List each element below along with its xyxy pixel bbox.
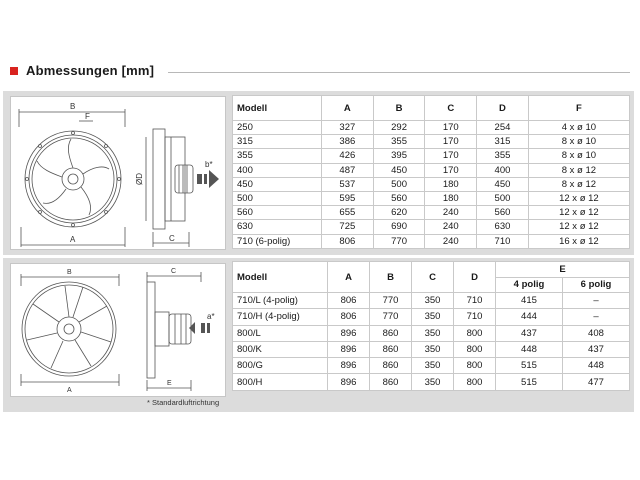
section-title: Abmessungen [mm] — [26, 63, 155, 78]
label-a2: A — [67, 387, 72, 394]
label-a: A — [70, 235, 76, 244]
col-modell: Modell — [233, 96, 322, 121]
table-cell: 515 — [496, 358, 563, 374]
table-cell: 426 — [322, 149, 374, 163]
table-cell: 690 — [373, 220, 425, 234]
table-cell: 560 — [373, 191, 425, 205]
col-f: F — [528, 96, 629, 121]
table-cell: 710/L (4-polig) — [233, 293, 328, 309]
table-header-row — [233, 96, 630, 121]
table2-body — [233, 293, 630, 391]
table-cell: 896 — [328, 358, 370, 374]
table-row — [233, 206, 630, 220]
table-cell: 860 — [370, 374, 412, 390]
table-cell: 437 — [562, 341, 629, 357]
table-cell: 180 — [425, 191, 477, 205]
table-cell: 315 — [477, 135, 529, 149]
table-cell: 860 — [370, 325, 412, 341]
col-d: D — [454, 262, 496, 293]
table-row — [233, 325, 630, 341]
col-a: A — [328, 262, 370, 293]
table-cell: 327 — [322, 121, 374, 135]
table-cell: 350 — [412, 358, 454, 374]
table-cell: 896 — [328, 325, 370, 341]
table-cell: 630 — [477, 220, 529, 234]
col-c: C — [412, 262, 454, 293]
table-row — [233, 149, 630, 163]
table-row — [233, 358, 630, 374]
label-airflow: b* — [205, 160, 213, 169]
label-b2: B — [67, 269, 72, 276]
table-cell: 240 — [425, 220, 477, 234]
table-cell: 12 x ø 12 — [528, 191, 629, 205]
table-cell: 770 — [370, 293, 412, 309]
table-cell: 355 — [233, 149, 322, 163]
large-fan-drawing — [11, 264, 225, 396]
table-cell: 8 x ø 12 — [528, 177, 629, 191]
table-cell: 560 — [233, 206, 322, 220]
table-row — [233, 163, 630, 177]
table-cell: 400 — [233, 163, 322, 177]
table-cell: 710 — [477, 234, 529, 248]
table-cell: 770 — [370, 309, 412, 325]
table-cell: 500 — [477, 191, 529, 205]
table-cell: 170 — [425, 163, 477, 177]
small-fan-drawing — [11, 97, 225, 249]
table-cell: 8 x ø 10 — [528, 135, 629, 149]
table-row — [233, 135, 630, 149]
table-cell: 595 — [322, 191, 374, 205]
table-row — [233, 220, 630, 234]
table-cell: 806 — [328, 293, 370, 309]
table-cell: 800 — [454, 325, 496, 341]
label-d: ØD — [135, 173, 144, 185]
header-rule — [168, 72, 630, 73]
table-cell: 170 — [425, 135, 477, 149]
col-c: C — [425, 96, 477, 121]
table-cell: 515 — [496, 374, 563, 390]
col-e-6polig: 6 polig — [562, 277, 629, 293]
table-cell: 800/K — [233, 341, 328, 357]
table-cell: 806 — [322, 234, 374, 248]
table-cell: 315 — [233, 135, 322, 149]
table-cell: 350 — [412, 293, 454, 309]
table-cell: 292 — [373, 121, 425, 135]
table-row — [233, 234, 630, 248]
label-c: C — [169, 234, 175, 243]
table-cell: 710 (6-polig) — [233, 234, 322, 248]
table-cell: 415 — [496, 293, 563, 309]
table-cell: 408 — [562, 325, 629, 341]
table-cell: 800/G — [233, 358, 328, 374]
table-row — [233, 293, 630, 309]
table-cell: 448 — [496, 341, 563, 357]
footnote: * Standardluftrichtung — [147, 398, 220, 407]
col-b: B — [373, 96, 425, 121]
col-b: B — [370, 262, 412, 293]
table-cell: 254 — [477, 121, 529, 135]
table-cell: 8 x ø 12 — [528, 163, 629, 177]
table-cell: 860 — [370, 358, 412, 374]
section-header — [10, 63, 630, 81]
table-cell: 806 — [328, 309, 370, 325]
table-cell: 395 — [373, 149, 425, 163]
table-cell: 400 — [477, 163, 529, 177]
red-square-icon — [10, 67, 18, 75]
col-e-4polig: 4 polig — [496, 277, 563, 293]
table-cell: 8 x ø 10 — [528, 149, 629, 163]
table1-body — [233, 121, 630, 249]
table-cell: 710/H (4-polig) — [233, 309, 328, 325]
label-e2: E — [167, 380, 172, 387]
table-cell: 655 — [322, 206, 374, 220]
table-cell: 800/H — [233, 374, 328, 390]
table-row — [233, 309, 630, 325]
dimensions-table-small — [232, 95, 630, 249]
table-cell: 800 — [454, 374, 496, 390]
table-cell: 437 — [496, 325, 563, 341]
table-cell: – — [562, 309, 629, 325]
table-cell: 560 — [477, 206, 529, 220]
table-cell: 386 — [322, 135, 374, 149]
table-row — [233, 341, 630, 357]
table-cell: 448 — [562, 358, 629, 374]
drawing-small-fan — [10, 96, 226, 250]
table-row — [233, 177, 630, 191]
table-cell: 450 — [477, 177, 529, 191]
table-cell: 170 — [425, 149, 477, 163]
table-cell: 725 — [322, 220, 374, 234]
table-cell: 350 — [412, 341, 454, 357]
table-cell: 800 — [454, 341, 496, 357]
col-a: A — [322, 96, 374, 121]
table-cell: 450 — [233, 177, 322, 191]
table-cell: 355 — [373, 135, 425, 149]
table-row — [233, 374, 630, 390]
table-cell: 250 — [233, 121, 322, 135]
table-row — [233, 191, 630, 205]
table-cell: 4 x ø 10 — [528, 121, 629, 135]
table-header-row — [233, 262, 630, 278]
table-cell: 800/L — [233, 325, 328, 341]
table-cell: 860 — [370, 341, 412, 357]
table-cell: 710 — [454, 309, 496, 325]
table-cell: 630 — [233, 220, 322, 234]
table-cell: 16 x ø 12 — [528, 234, 629, 248]
label-f: F — [85, 112, 90, 121]
table-cell: 444 — [496, 309, 563, 325]
table-cell: 12 x ø 12 — [528, 206, 629, 220]
table-cell: 896 — [328, 374, 370, 390]
table-cell: 240 — [425, 206, 477, 220]
table-cell: 500 — [373, 177, 425, 191]
table-cell: 487 — [322, 163, 374, 177]
col-modell: Modell — [233, 262, 328, 293]
table-cell: 350 — [412, 374, 454, 390]
table-cell: 800 — [454, 358, 496, 374]
table-cell: 500 — [233, 191, 322, 205]
table-row — [233, 121, 630, 135]
table-cell: 170 — [425, 121, 477, 135]
col-d: D — [477, 96, 529, 121]
table-cell: – — [562, 293, 629, 309]
table-cell: 350 — [412, 325, 454, 341]
dimensions-table-large — [232, 261, 630, 391]
table-cell: 620 — [373, 206, 425, 220]
table-cell: 896 — [328, 341, 370, 357]
table-cell: 477 — [562, 374, 629, 390]
label-b: B — [70, 102, 76, 111]
label-c2: C — [171, 268, 177, 275]
table-cell: 355 — [477, 149, 529, 163]
table-cell: 710 — [454, 293, 496, 309]
table-cell: 240 — [425, 234, 477, 248]
table-cell: 770 — [373, 234, 425, 248]
table-cell: 450 — [373, 163, 425, 177]
table-cell: 537 — [322, 177, 374, 191]
drawing-large-fan — [10, 263, 226, 397]
label-airflow2: a* — [207, 312, 215, 321]
table-cell: 180 — [425, 177, 477, 191]
table-cell: 350 — [412, 309, 454, 325]
table-cell: 12 x ø 12 — [528, 220, 629, 234]
col-e: E — [496, 262, 630, 278]
